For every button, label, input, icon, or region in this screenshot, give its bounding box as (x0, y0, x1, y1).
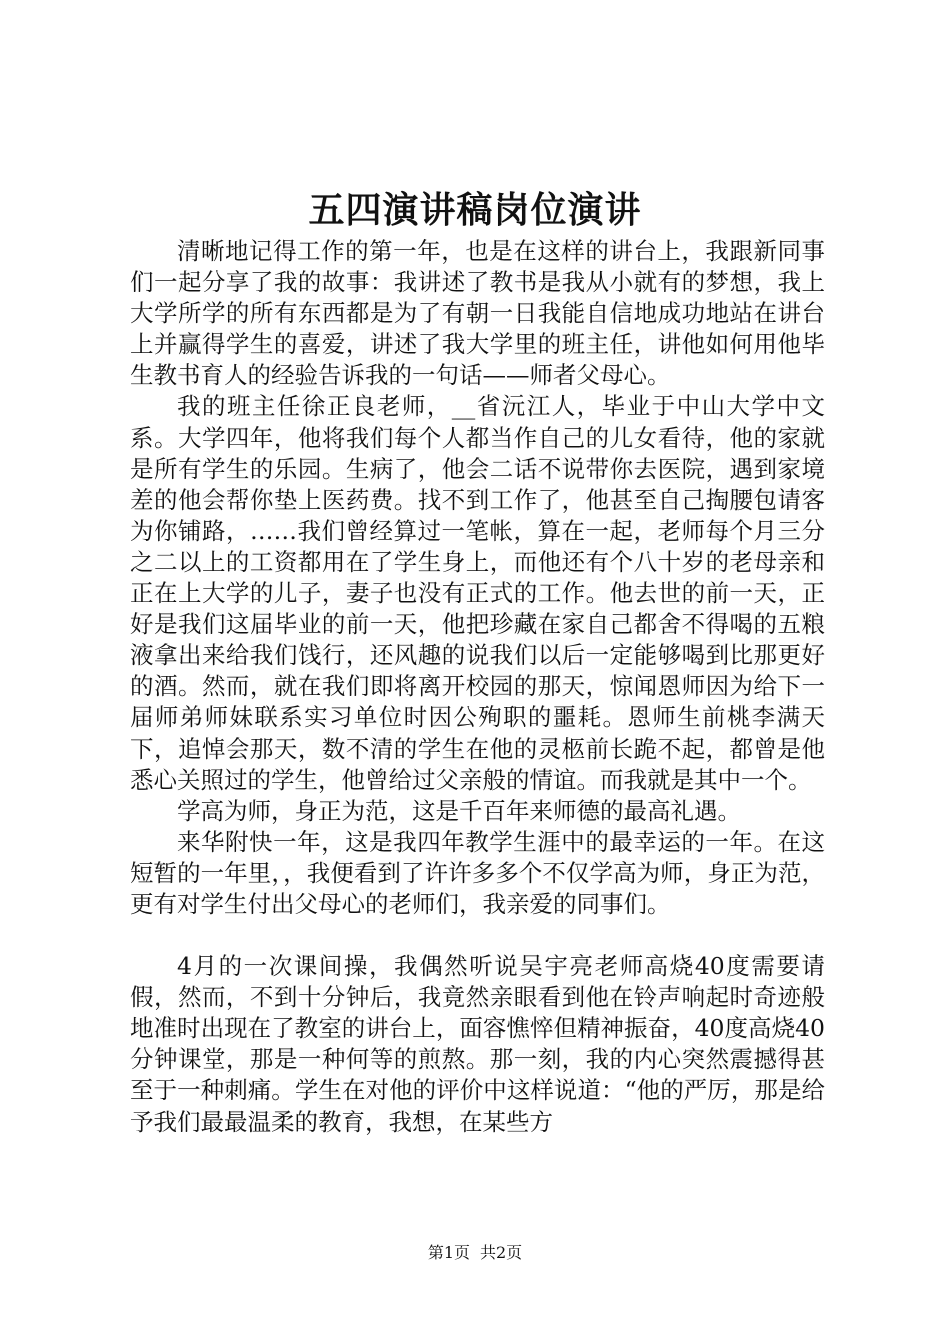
page-footer (0, 1242, 950, 1264)
document-body (130, 236, 825, 1138)
paragraph-2: 我的班主任徐正良老师，__省沅江人，毕业于中山大学中文系。大学四年，他将我们每个人都当作自己的儿女看待，他的家就是所有学生的乐园。生病了，他会二话不说带你去医院，遇到家境差的他会帮你垫上医药费。找不到工作了，他甚至自己掏腰包请客为你铺路，……我们曾经算过一笔帐，算在一起，老师每个月三分之二以上的工资都用在了学生身上，而他还有个八十岁的老母亲和正在上大学的儿子，妻子也没有正式的工作。他去世的前一天，正好是我们这届毕业的前一天，他把珍藏在家自己都舍不得喝的五粮液拿出来给我们饯行，还风趣的说我们以后一定能够喝到比那更好的酒。然而，就在我们即将离开校园的那天，惊闻恩师因为给下一届师弟师妹联系实习单位时因公殉职的噩耗。恩师生前桃李满天下，追悼会那天，数不清的学生在他的灵柩前长跪不起，都曾是他悉心关照过的学生，他曾给过父亲般的情谊。而我就是其中一个。 (130, 392, 825, 794)
page-total: 共2页 (480, 1243, 523, 1262)
paragraph-5: 4月的一次课间操，我偶然听说吴宇亮老师高烧40度需要请假，然而，不到十分钟后，我竟然亲眼看到他在铃声响起时奇迹般地准时出现在了教室的讲台上，面容憔悴但精神振奋，40度高烧40分钟课堂，那是一种何等的煎熬。那一刻，我的内心突然震撼得甚至于一种刺痛。学生在对他的评价中这样说道：“他的严厉，那是给予我们最最温柔的教育，我想，在某些方 (130, 952, 825, 1136)
paragraph-4: 来华附快一年，这是我四年教学生涯中的最幸运的一年。在这短暂的一年里，，我便看到了许许多多个不仅学高为师，身正为范，更有对学生付出父母心的老师们，我亲爱的同事们。 (130, 827, 825, 918)
paragraph-1: 清晰地记得工作的第一年，也是在这样的讲台上，我跟新同事们一起分享了我的故事：我讲述了教书是我从小就有的梦想，我上大学所学的所有东西都是为了有朝一日我能自信地成功地站在讲台上并赢得学生的喜爱，讲述了我大学里的班主任，讲他如何用他毕生教书育人的经验告诉我的一句话——师者父母心。 (130, 237, 825, 390)
paragraph-3: 学高为师，身正为范，这是千百年来师德的最高礼遇。 (177, 796, 741, 825)
page-number: 第1页 (427, 1243, 470, 1262)
document-title: 五四演讲稿岗位演讲 (308, 189, 642, 231)
